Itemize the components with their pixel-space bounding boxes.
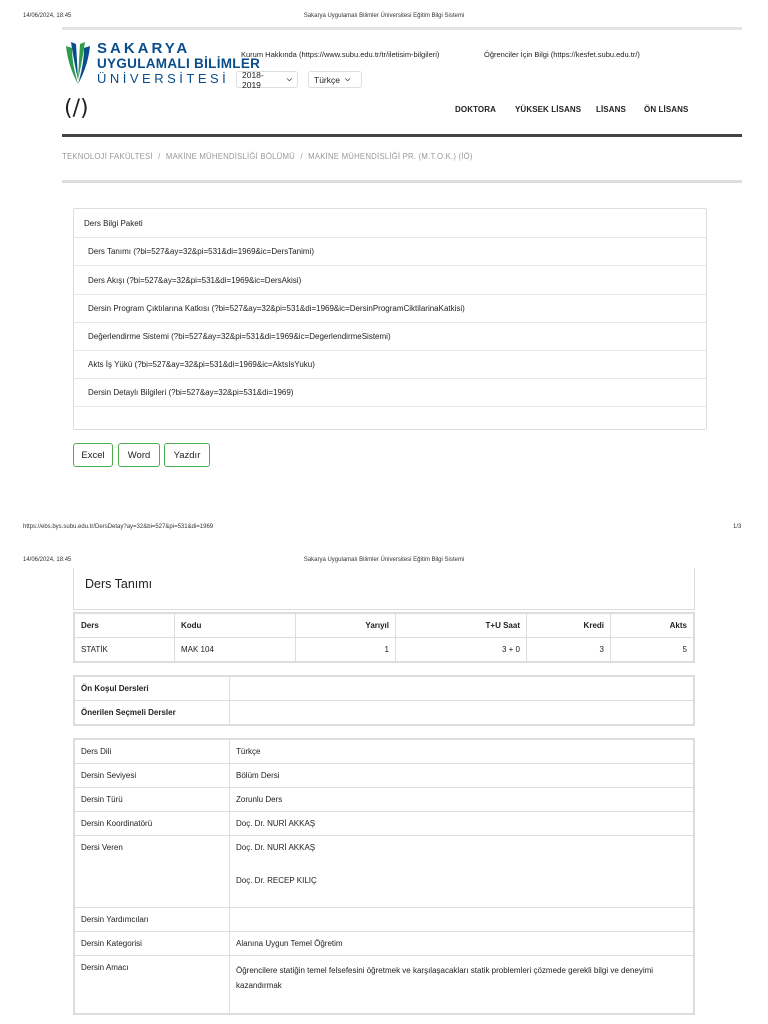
print-datetime: 14/06/2024, 18:45 <box>23 13 72 19</box>
col-header-credit: Kredi <box>527 614 611 638</box>
top-rule <box>62 27 742 30</box>
print-title: Sakarya Uygulamalı Bilimler Üniversitesi Eğitim Bilgi Sistemi <box>303 13 465 19</box>
nav-associate[interactable]: ÖN LİSANS <box>644 105 689 114</box>
recommended-electives-label: Önerilen Seçmeli Dersler <box>75 701 230 725</box>
detail-label: Dersin Koordinatörü <box>75 812 230 836</box>
chevron-down-icon: ⌵ <box>344 75 351 83</box>
prerequisites-label: Ön Koşul Dersleri <box>75 677 230 701</box>
detail-label: Dersin Amacı <box>75 956 230 1014</box>
language-select[interactable] <box>308 71 362 88</box>
academic-year-select[interactable] <box>236 71 298 88</box>
print-page-number: 1/3 <box>733 524 742 530</box>
package-link-program-outcomes[interactable]: Dersin Program Çıktılarına Katkısı (?bi=527&ay=32&pi=531&di=1969&ic=DersinProgramCiktilarinaKatkisi) <box>74 294 706 322</box>
col-header-ects: Akts <box>611 614 694 638</box>
detail-value: Öğrencilere statiğin temel felsefesini öğretmek ve karşılaşacakları statik problemleri çözmede gerekli bilgi ve deneyimi kazandırmak <box>230 956 694 1014</box>
breadcrumb-faculty[interactable]: TEKNOLOJİ FAKÜLTESİ <box>62 152 153 161</box>
instructor-1: Doç. Dr. NURİ AKKAŞ <box>236 843 316 852</box>
cell-credit: 3 <box>527 638 611 662</box>
detail-value <box>230 908 694 932</box>
cell-semester: 1 <box>296 638 396 662</box>
detail-value: Doç. Dr. NURİ AKKAŞ <box>230 812 694 836</box>
logo-line-2: UYGULAMALI BİLİMLER <box>97 56 261 71</box>
print-url: https://ebs.bys.subu.edu.tr/DersDetay?ay=32&bi=527&pi=531&di=1969 <box>23 524 214 530</box>
cell-hours: 3 + 0 <box>396 638 527 662</box>
course-details-table <box>73 738 695 1015</box>
col-header-code: Kodu <box>175 614 296 638</box>
logo-line-1: SAKARYA <box>97 40 191 57</box>
nav-divider <box>62 134 742 137</box>
instructor-2: Doç. Dr. RECEP KILIÇ <box>236 876 317 885</box>
breadcrumb-divider <box>62 180 742 183</box>
about-institution-link[interactable]: Kurum Hakkında (https://www.subu.edu.tr/tr/iletisim-bilgileri) <box>241 50 440 59</box>
print-title-page2: Sakarya Uygulamalı Bilimler Üniversitesi Eğitim Bilgi Sistemi <box>303 557 465 563</box>
detail-value: Zorunlu Ders <box>230 788 694 812</box>
print-datetime-page2: 14/06/2024, 18:45 <box>23 557 72 563</box>
recommended-electives-value <box>230 701 694 725</box>
academic-year-value: 2018-2019 <box>242 69 264 90</box>
home-link[interactable]: (/) <box>64 96 89 121</box>
package-empty-row <box>74 406 706 430</box>
word-button[interactable]: Word <box>118 443 160 467</box>
detail-label: Dersi Veren <box>75 836 230 908</box>
course-package-panel <box>73 208 707 430</box>
cell-ects: 5 <box>611 638 694 662</box>
package-link-assessment[interactable]: Değerlendirme Sistemi (?bi=527&ay=32&pi=531&di=1969&ic=DegerlendirmeSistemi) <box>74 322 706 350</box>
prerequisites-table <box>73 675 695 726</box>
print-button[interactable]: Yazdır <box>164 443 210 467</box>
prerequisites-value <box>230 677 694 701</box>
chevron-down-icon: ⌵ <box>286 75 292 83</box>
course-definition-card <box>73 568 695 610</box>
nav-bachelors[interactable]: LİSANS <box>596 105 626 114</box>
package-link-course-definition[interactable]: Ders Tanımı (?bi=527&ay=32&pi=531&di=1969&ic=DersTanimi) <box>74 237 706 265</box>
nav-masters[interactable]: YÜKSEK LİSANS <box>515 105 582 114</box>
detail-value-instructors <box>230 836 694 908</box>
course-package-title: Ders Bilgi Paketi <box>84 218 143 228</box>
breadcrumb-separator: / <box>300 152 303 161</box>
col-header-hours: T+U Saat <box>396 614 527 638</box>
section-title: Ders Tanımı <box>85 577 153 591</box>
course-summary-table <box>73 612 695 663</box>
breadcrumb-program[interactable]: MAKİNE MÜHENDİSLİĞİ PR. (M.T.O.K.) (İÖ) <box>308 152 473 161</box>
package-link-course-flow[interactable]: Ders Akışı (?bi=527&ay=32&pi=531&di=1969&ic=DersAkisi) <box>74 265 706 294</box>
nav-doctorate[interactable]: DOKTORA <box>455 105 496 114</box>
detail-value: Türkçe <box>230 740 694 764</box>
detail-label: Ders Dili <box>75 740 230 764</box>
detail-value: Alanına Uygun Temel Öğretim <box>230 932 694 956</box>
detail-label: Dersin Türü <box>75 788 230 812</box>
logo-line-3: ÜNİVERSİTESİ <box>97 70 230 86</box>
package-link-ects-workload[interactable]: Akts İş Yükü (?bi=527&ay=32&pi=531&di=1969&ic=AktsIsYuku) <box>74 350 706 378</box>
col-header-semester: Yarıyıl <box>296 614 396 638</box>
detail-label: Dersin Yardımcıları <box>75 908 230 932</box>
cell-course-code: MAK 104 <box>175 638 296 662</box>
student-info-link[interactable]: Öğrenciler İçin Bilgi (https://kesfet.subu.edu.tr/) <box>484 50 640 59</box>
cell-course-name: STATİK <box>75 638 175 662</box>
breadcrumb-separator: / <box>158 152 161 161</box>
detail-label: Dersin Kategorisi <box>75 932 230 956</box>
breadcrumb-department[interactable]: MAKİNE MÜHENDİSLİĞİ BÖLÜMÜ <box>165 152 295 161</box>
col-header-course: Ders <box>75 614 175 638</box>
package-link-course-details[interactable]: Dersin Detaylı Bilgileri (?bi=527&ay=32&pi=531&di=1969) <box>74 378 706 406</box>
detail-label: Dersin Seviyesi <box>75 764 230 788</box>
breadcrumb <box>62 152 473 161</box>
language-value: Türkçe <box>314 74 340 85</box>
excel-button[interactable]: Excel <box>73 443 113 467</box>
detail-value: Bölüm Dersi <box>230 764 694 788</box>
university-logo-icon <box>62 40 94 86</box>
